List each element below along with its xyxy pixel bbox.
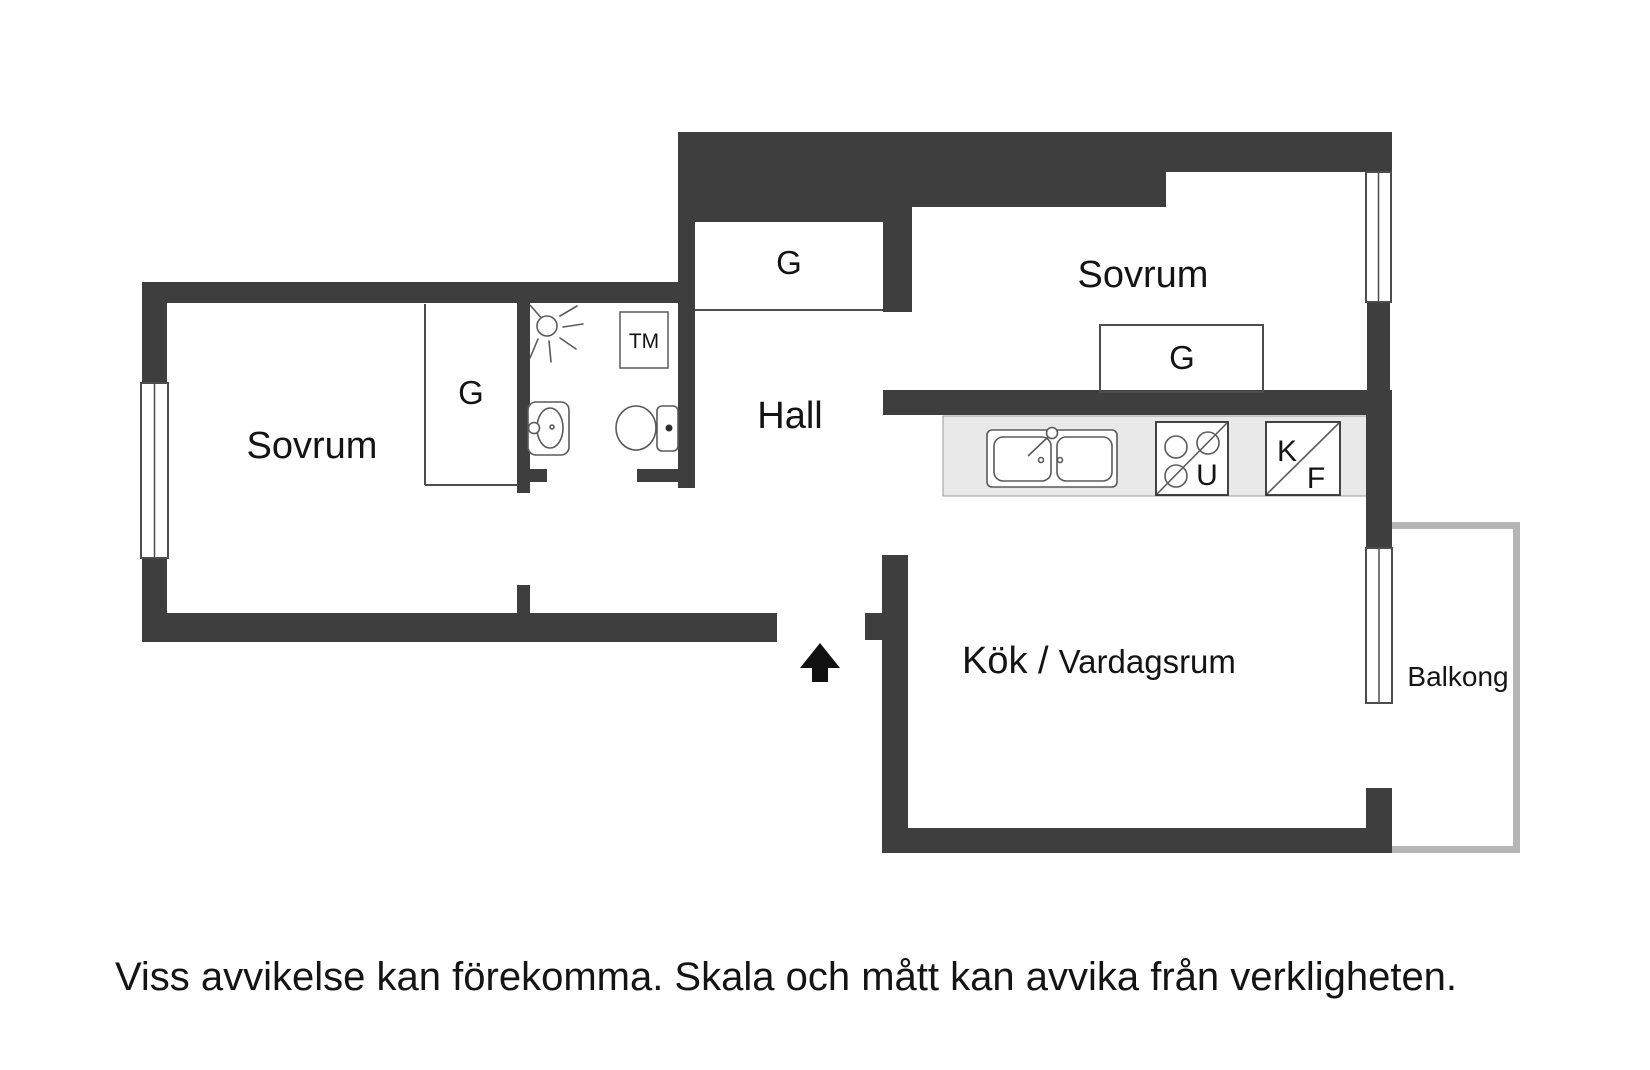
wall-bedroom-door-jamb [517,585,530,613]
kitchen-sink-icon [987,428,1117,488]
toilet-icon [616,406,678,451]
wall-sovrum-kitchen [883,390,1392,415]
bedroom-left-closet-label: G [458,374,484,411]
wall-bedroom-bath-partition [517,300,530,493]
hall-label: Hall [757,395,823,437]
kitchen-label-primary: Kök / [962,640,1049,682]
kitchen-label [962,640,1236,682]
wall-kitchen-left [882,555,908,828]
wall-right-kitchen-upper [1366,415,1392,548]
balcony-label: Balkong [1407,661,1509,692]
wall-bath-door-jamb-left [530,469,547,482]
wall-top-mid-block [912,132,1166,207]
bedroom-left-label: Sovrum [246,425,378,467]
kitchen-label-secondary: Vardagsrum [1058,643,1236,680]
wall-right-kitchen-lower [1366,788,1392,853]
wall-left-top [142,282,678,303]
wall-hall-sovrum [883,222,912,312]
wall-top-right-block [1166,132,1392,172]
bedroom-right-closet-label: G [1169,339,1195,376]
wall-left-upper [142,282,167,383]
wall-right-sovrum-lower [1367,302,1390,390]
bath-sink-icon [528,402,569,455]
bedroom-right-label: Sovrum [1077,254,1209,296]
wall-top-left-block [678,132,912,222]
fridge-label: K [1276,435,1298,468]
hall-closet-label: G [776,244,802,281]
bathroom-fixtures [528,305,678,455]
wall-left-bottom [142,613,777,642]
wall-entrance-jamb [865,613,882,640]
wall-bath-right [678,222,695,488]
washing-machine-label: TM [628,330,660,353]
shower-icon [530,305,583,362]
freezer-label: F [1306,462,1326,495]
entrance-arrow-icon [800,643,840,682]
oven-label: U [1196,459,1218,492]
disclaimer: Viss avvikelse kan förekomma. Skala och mått kan avvika från verkligheten. [114,955,1458,999]
wall-kitchen-bottom [882,828,1392,853]
